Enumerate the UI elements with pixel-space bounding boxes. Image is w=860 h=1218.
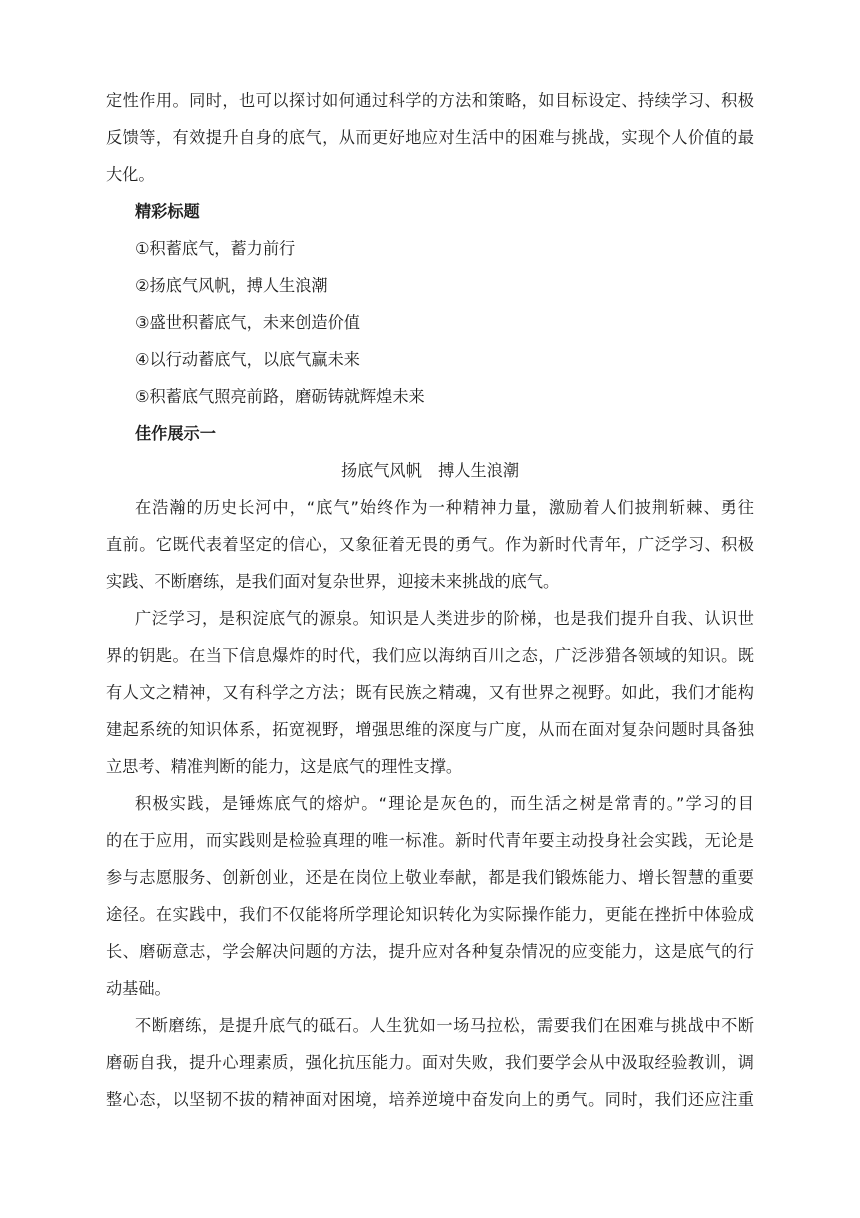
essay-line: 积极实践，是锤炼底气的熔炉。“理论是灰色的，而生活之树是常青的。”学习的目: [135, 794, 754, 813]
essay-line: 立思考、精准判断的能力，这是底气的理性支撑。: [106, 757, 463, 776]
continuation-line: 定性作用。同时，也可以探讨如何通过科学的方法和策略，如目标设定、持续学习、积极: [106, 91, 754, 110]
section-heading-showcase: 佳作展示一: [135, 424, 216, 443]
essay-line: 动基础。: [106, 979, 171, 998]
essay-line: 不断磨练，是提升底气的砥石。人生犹如一场马拉松，需要我们在困难与挑战中不断: [135, 1016, 754, 1035]
essay-line: 的在于应用，而实践则是检验真理的唯一标准。新时代青年要主动投身社会实践，无论是: [106, 831, 754, 850]
title-item: ①积蓄底气，蓄力前行: [135, 239, 296, 258]
essay-line: 有人文之精神，又有科学之方法；既有民族之精魂，又有世界之视野。如此，我们才能构: [106, 683, 754, 702]
essay-line: 参与志愿服务、创新创业，还是在岗位上敬业奉献，都是我们锻炼能力、增长智慧的重要: [106, 868, 754, 887]
essay-line: 广泛学习，是积淀底气的源泉。知识是人类进步的阶梯，也是我们提升自我、认识世: [135, 609, 754, 628]
continuation-line: 反馈等，有效提升自身的底气，从而更好地应对生活中的困难与挑战，实现个人价值的最: [106, 128, 754, 147]
essay-title: 扬底气风帆 搏人生浪潮: [340, 461, 520, 480]
continuation-line: 大化。: [106, 165, 155, 184]
title-item: ⑤积蓄底气照亮前路，磨砺铸就辉煌未来: [135, 387, 425, 406]
title-item: ②扬底气风帆，搏人生浪潮: [135, 276, 328, 295]
title-item: ④以行动蓄底气，以底气赢未来: [135, 350, 360, 369]
essay-line: 建起系统的知识体系，拓宽视野，增强思维的深度与广度，从而在面对复杂问题时具备独: [106, 720, 754, 739]
title-item: ③盛世积蓄底气，未来创造价值: [135, 313, 360, 332]
essay-line: 直前。它既代表着坚定的信心，又象征着无畏的勇气。作为新时代青年，广泛学习、积极: [106, 535, 754, 554]
essay-line: 长、磨砺意志，学会解决问题的方法，提升应对各种复杂情况的应变能力，这是底气的行: [106, 942, 754, 961]
essay-line: 磨砺自我，提升心理素质，强化抗压能力。面对失败，我们要学会从中汲取经验教训，调: [106, 1053, 754, 1072]
essay-line: 途径。在实践中，我们不仅能将所学理论知识转化为实际操作能力，更能在挫折中体验成: [106, 905, 754, 924]
section-heading-titles: 精彩标题: [135, 202, 200, 221]
essay-line: 界的钥匙。在当下信息爆炸的时代，我们应以海纳百川之态，广泛涉猎各领域的知识。既: [106, 646, 754, 665]
essay-line: 整心态，以坚韧不拔的精神面对困境，培养逆境中奋发向上的勇气。同时，我们还应注重: [106, 1090, 754, 1109]
document-page: [106, 0, 754, 1109]
essay-line: 在浩瀚的历史长河中，“底气”始终作为一种精神力量，激励着人们披荆斩棘、勇往: [135, 498, 754, 517]
essay-line: 实践、不断磨练，是我们面对复杂世界，迎接未来挑战的底气。: [106, 572, 560, 591]
